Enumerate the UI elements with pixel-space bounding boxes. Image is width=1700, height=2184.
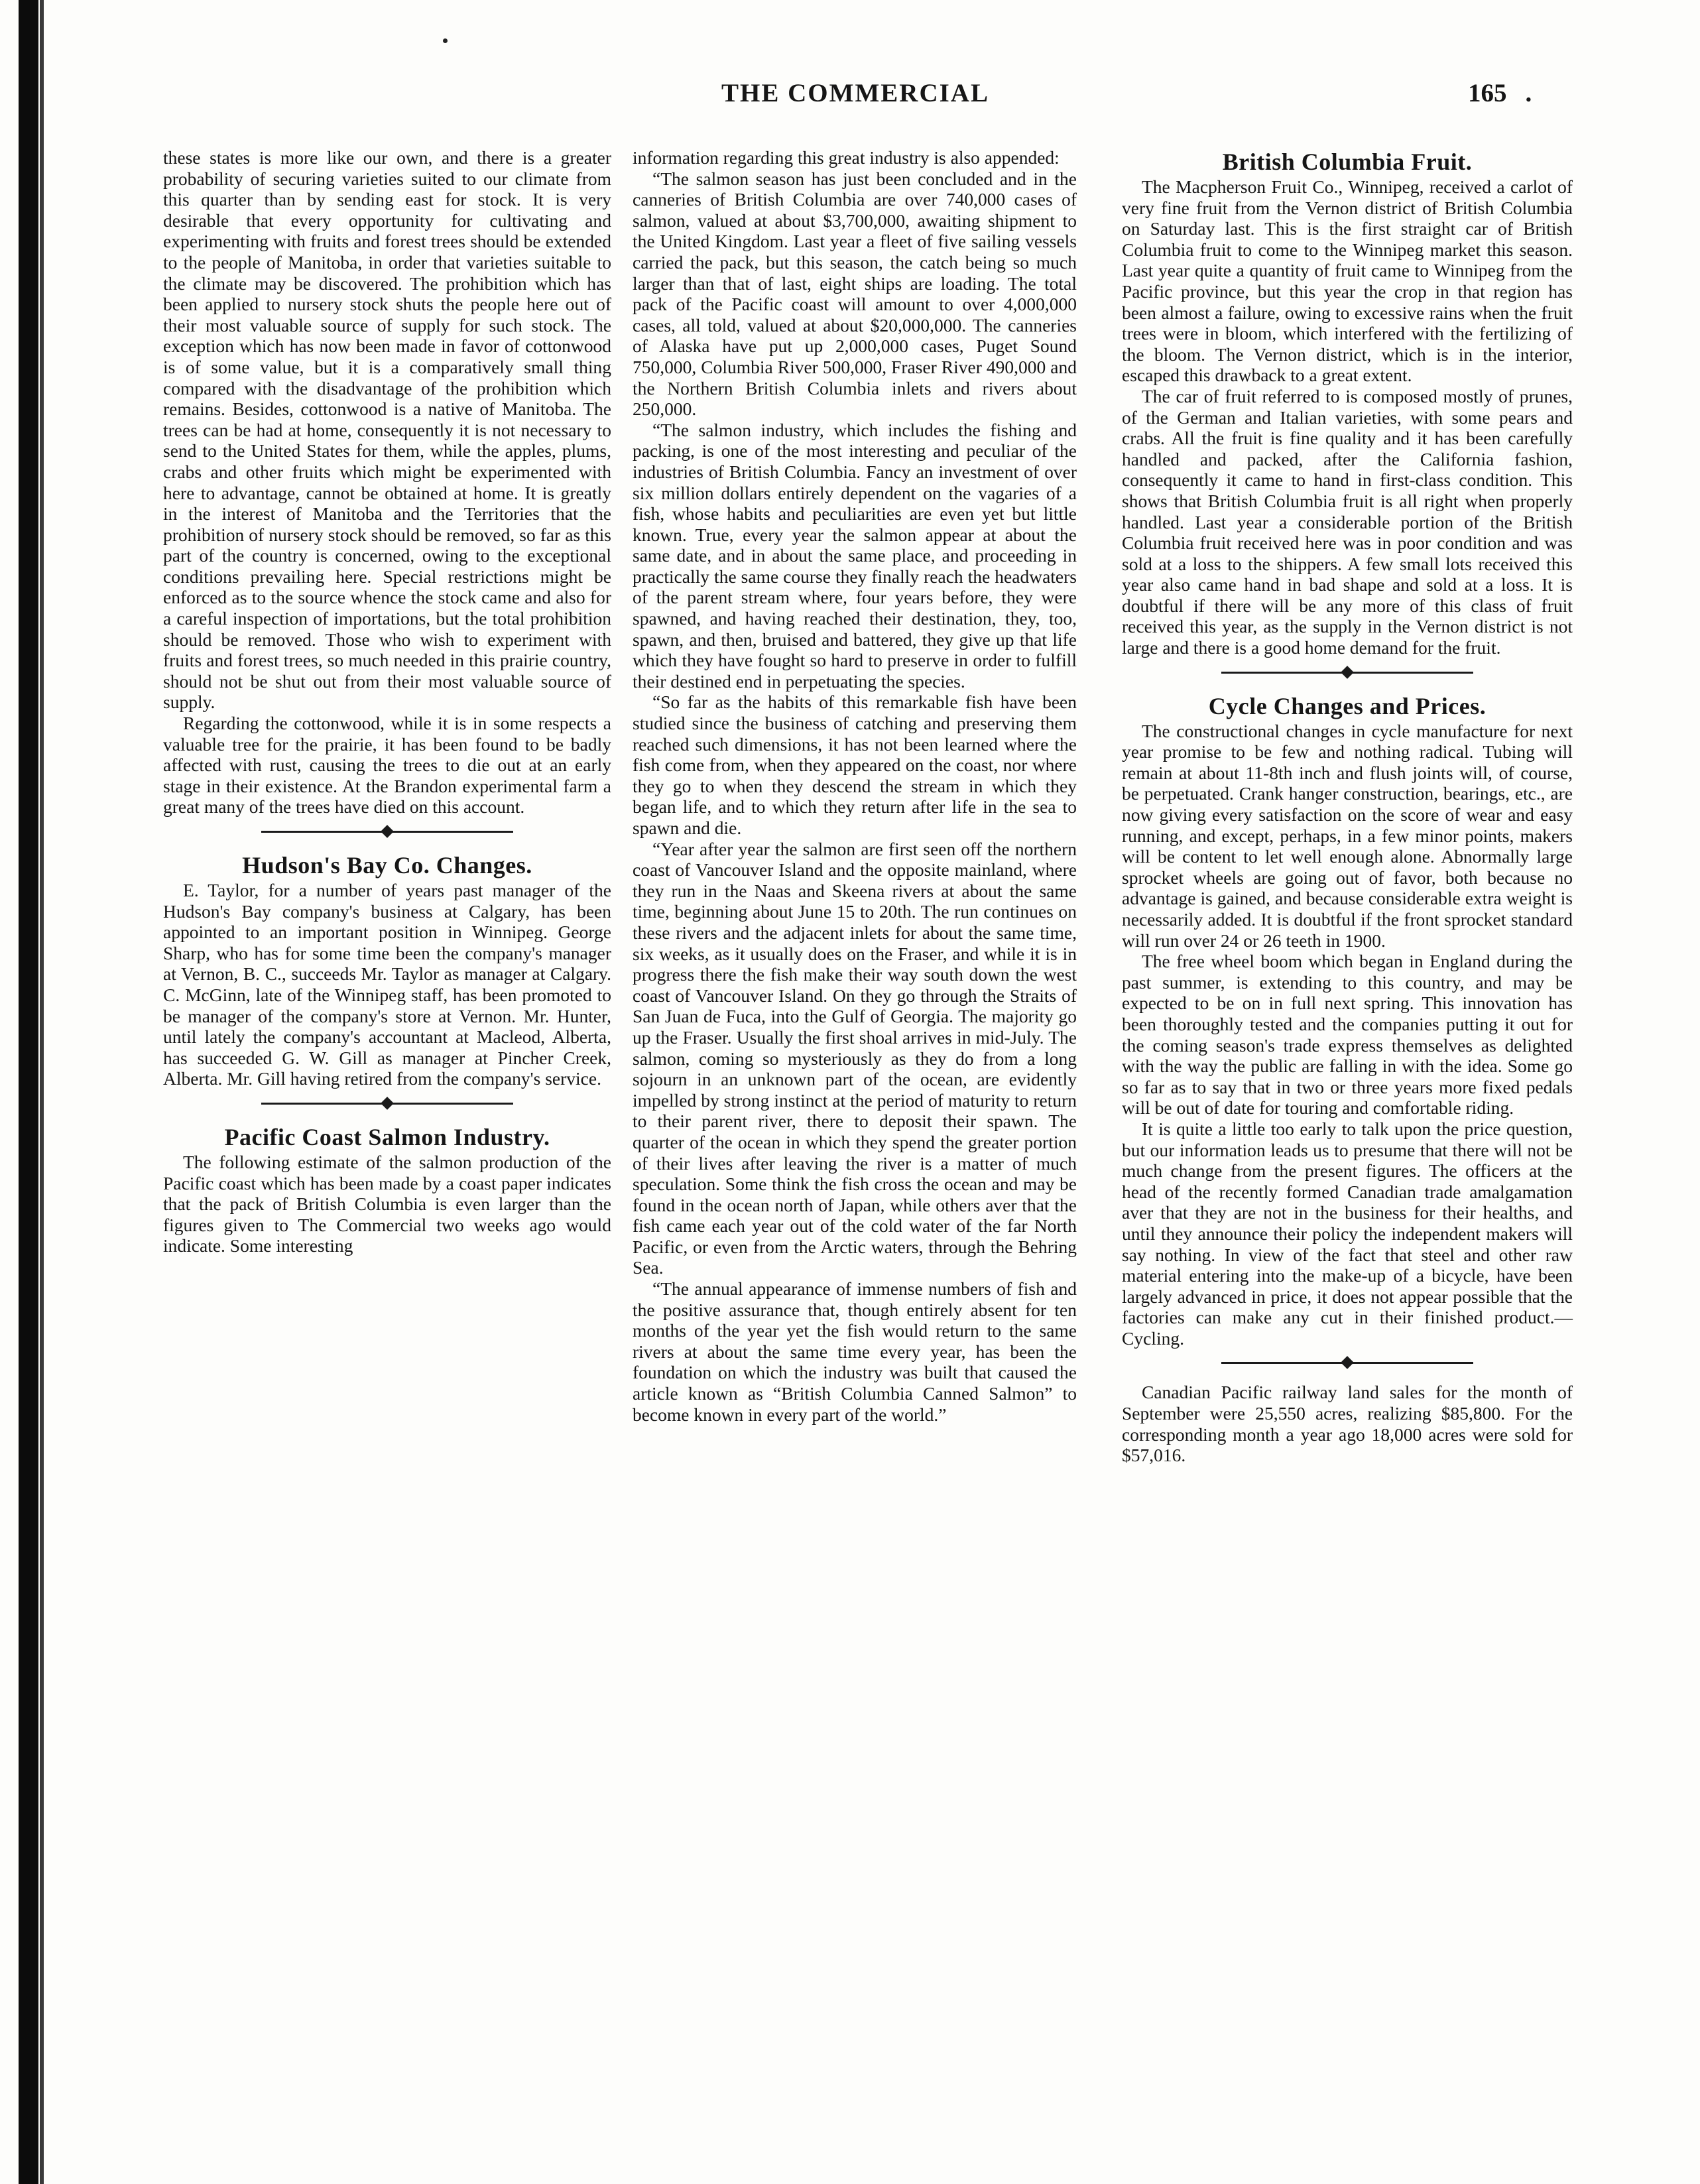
page-number: [1468, 78, 1532, 108]
article-paragraph: “So far as the habits of this remarkable fish have been studied since the business of catching and preserving them reached such dimensions, it has not been learned where the fish come from, when they appeared on the coast, nor where they go to when they descend the stream in which they began life, and to which they return after life in the sea to spawn and die.: [633, 692, 1077, 838]
section-divider: [261, 1099, 513, 1108]
article-paragraph: E. Taylor, for a number of years past manager of the Hudson's Bay company's business at Calgary, has been appointed to an important position in Winnipeg. George Sharp, who has for some time been the company's manager at Vernon, B. C., succeeds Mr. Taylor as manager at Calgary. C. McGinn, late of the Winnipeg staff, has been promoted to be manager of the company's store at Vernon. Mr. Hunter, until lately the company's accountant at Macleod, Alberta, has succeeded G. W. Gill as manager at Pincher Creek, Alberta. Mr. Gill having retired from the company's service.: [163, 880, 611, 1089]
article-paragraph: It is quite a little too early to talk upon the price question, but our information leads us to presume that there will not be much change from the present figures. The officers at the head of the recently formed Canadian trade amalgamation aver that they are not in the business for their healths, and until they announce their policy the independent makers will say nothing. In view of the fact that steel and other raw material entering into the make-up of a bicycle, have been largely advanced in price, it does not appear possible that the factories can make any cut in their finished product.—Cycling.: [1122, 1118, 1573, 1349]
article-paragraph: Canadian Pacific railway land sales for the month of September were 25,550 acres, realizing $85,800. For the corresponding month a year ago 18,000 acres were sold for $57,016.: [1122, 1382, 1573, 1466]
column-2: [633, 147, 1077, 1425]
article-paragraph: Regarding the cottonwood, while it is in some respects a valuable tree for the prairie, it has been found to be badly affected with rust, causing the trees to die out at an early stage in their existence. At the Brandon experimental farm a great many of the trees have died on this account.: [163, 713, 611, 818]
article-paragraph: The following estimate of the salmon production of the Pacific coast which has been made by a coast paper indicates that the pack of British Columbia is even larger than the figures given to The Commercial two weeks ago would indicate. Some interesting: [163, 1151, 611, 1256]
article-paragraph: “The salmon industry, which includes the fishing and packing, is one of the most interesting and peculiar of the industries of British Columbia. Fancy an investment of over six million dollars entirely dependent on the vagaries of a fish, whose habits and peculiarities are even yet but little known. True, every year the salmon appear at about the same date, and in about the same place, and proceeding in practically the same course they finally reach the headwaters of the parent stream where, four years before, they were spawned, and having reached their destination, they, too, spawn, and then, bruised and battered, they give up that life which they have fought so hard to preserve in order to fulfill their destined end in perpetuating the species.: [633, 419, 1077, 692]
ink-speck: [443, 38, 448, 43]
article-paragraph: “The annual appearance of immense numbers of fish and the positive assurance that, though entirely absent for ten months of the year yet the fish would return to the same rivers at about the same time every year, has been the foundation on which the industry was built that caused the article known as “British Columbia Canned Salmon” to become known in every part of the world.”: [633, 1278, 1077, 1425]
article-paragraph: The car of fruit referred to is composed mostly of prunes, of the German and Italian varieties, with some pears and crabs. All the fruit is fine quality and it has been carefully handled and packed, after the California fashion, consequently it came to hand in first-class condition. This shows that British Columbia fruit is all right when properly handled. Last year a considerable portion of the British Columbia fruit received here was in poor condition and was sold at a loss to the shippers. A few small lots received this year also came hand in bad shape and sold at a loss. It is doubtful if there will be any more of this class of fruit received this year, as the supply in the Vernon district is not large and there is a good home demand for the fruit.: [1122, 385, 1573, 658]
heading-cycle-changes: Cycle Changes and Prices.: [1208, 692, 1487, 719]
page-mark: .: [1525, 79, 1532, 107]
heading-hudsons-bay: Hudson's Bay Co. Changes.: [242, 852, 532, 879]
page-number-value: 165: [1468, 79, 1507, 107]
article-paragraph: “The salmon season has just been concluded and in the canneries of British Columbia are over 740,000 cases of salmon, valued at about $3,700,000, awaiting shipment to the United Kingdom. Last year a fleet of five sailing vessels carried the pack, but this season, the catch being so much larger than that of last, eight ships are loading. The total pack of the Pacific coast will amount to over 4,000,000 cases, all told, valued at about $20,000,000. The canneries of Alaska have put up 2,000,000 cases, Puget Sound 750,000, Columbia River 500,000, Fraser River 490,000 and the Northern British Columbia inlets and rivers about 250,000.: [633, 168, 1077, 420]
section-divider: [1221, 1358, 1473, 1367]
masthead-title: THE COMMERCIAL: [721, 79, 989, 107]
column-1: [163, 147, 611, 1256]
article-paragraph: these states is more like our own, and there is a greater probability of securing varieties suited to our climate from this quarter than by sending east for stock. It is very desirable that every opportunity for cultivating and experimenting with fruits and forest trees should be extended to the people of Manitoba, in order that varieties suitable to the climate may be discovered. The prohibition which has been applied to nursery stock shuts the people here out of their most valuable source of supply for such stock. The exception which has now been made in favor of cottonwood is of some value, but it is a comparatively small thing compared with the disadvantage of the prohibition which remains. Besides, cottonwood is a native of Manitoba. The trees can be had at home, consequently it is not necessary to send to the United States for them, while the apples, plums, crabs and other fruits which might be experimented with here to advantage, cannot be obtained at home. It is greatly in the interest of Manitoba and the Territories that the prohibition of nursery stock should be removed, so far as this part of the country is concerned, owing to the exceptional conditions prevailing here. Special restrictions might be enforced as to the source whence the stock came and also for a careful inspection of importations, but the total prohibition should be removed. Those who wish to experiment with fruits and forest trees, so much needed in this prairie country, should not be shut out from their most valuable source of supply.: [163, 147, 611, 713]
section-divider: [1221, 668, 1473, 677]
heading-salmon-industry: Pacific Coast Salmon Industry.: [224, 1123, 550, 1150]
page-binding-shadow: [40, 0, 44, 2184]
article-paragraph: The free wheel boom which began in England during the past summer, is extending to this country, and may be expected to be on in full next spring. This innovation has been thoroughly tested and the companies putting it out for the coming season's trade express themselves as delighted with the way the public are falling in with the idea. Some go so far as to say that in two or three years more fixed pedals will be out of date for touring and comfortable riding.: [1122, 951, 1573, 1119]
article-paragraph: The Macpherson Fruit Co., Winnipeg, received a carlot of very fine fruit from the Vernon district of British Columbia on Saturday last. This is the first straight car of British Columbia fruit to come to the Winnipeg market this season. Last year quite a quantity of fruit came to Winnipeg from the Pacific province, but this year the crop in that region has been almost a failure, owing to excessive rains when the fruit trees were in bloom, which interfered with the fertilizing of the bloom. The Vernon district, which is in the interior, escaped this drawback to a great extent.: [1122, 176, 1573, 386]
article-paragraph: “Year after year the salmon are first seen off the northern coast of Vancouver Island and the opposite mainland, where they run in the Naas and Skeena rivers at about the same time, beginning about June 15 to 20th. The run continues on these rivers and the adjacent inlets for about the same time, six weeks, as it usually does on the Fraser, and while it is in progress there the fish make their way south down the west coast of Vancouver Island. On they go through the Straits of San Juan de Fuca, into the Gulf of Georgia. The majority go up the Fraser. Usually the first shoal arrives in mid-July. The salmon, coming so mysteriously as they do from a long sojourn in an unknown part of the ocean, are evidently impelled by strong instinct at the period of maturity to return to their parent river, there to deposit their spawn. The quarter of the ocean in which they spend the greater portion of their lives after leaving the river is a matter of much speculation. Some think the fish cross the ocean and may be found in the ocean north of Japan, while others aver that the fish came each year out of the cold water of the far North Pacific, or even from the Arctic waters, through the Behring Sea.: [633, 838, 1077, 1278]
section-divider: [261, 827, 513, 836]
article-paragraph: The constructional changes in cycle manufacture for next year promise to be few and nothing radical. Tubing will remain at about 11-8th inch and flush joints will, of course, be perpetuated. Crank hanger construction, bearings, etc., are now giving every satisfaction on the score of wear and easy running, and except, perhaps, in a few minor points, makers will be content to let well enough alone. Abnormally large sprocket wheels are going out of favor, both because no advantage is gained, and because considerable extra weight is necessarily added. It is doubtful if the front sprocket standard will run over 24 or 26 teeth in 1900.: [1122, 720, 1573, 951]
page-binding-edge: [19, 0, 38, 2184]
column-3: [1122, 147, 1573, 1466]
heading-bc-fruit: British Columbia Fruit.: [1222, 149, 1473, 175]
article-paragraph: information regarding this great industry is also appended:: [633, 147, 1060, 168]
